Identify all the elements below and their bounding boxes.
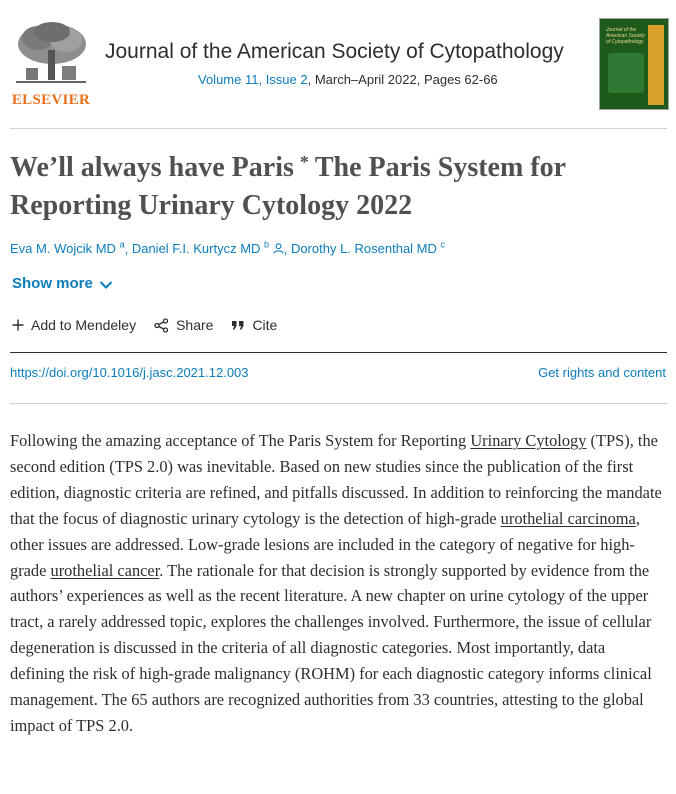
term-link-urothelial-cancer[interactable]: urothelial cancer <box>50 560 160 580</box>
term-link-urinary-cytology[interactable]: Urinary Cytology <box>470 431 587 450</box>
cover-stripe <box>648 25 664 105</box>
person-icon <box>273 243 284 254</box>
title-part-2: The Paris System for Reporting Urinary Cytology 2022 <box>10 152 566 221</box>
journal-title[interactable]: Journal of the American Society of Cytopathology <box>105 40 564 63</box>
get-rights-link[interactable]: Get rights and content <box>538 365 666 380</box>
author-1[interactable]: Eva M. Wojcik MD $^a$ <box>10 240 125 257</box>
abstract-text: Following the amazing acceptance of The Paris System for Reporting Urinary Cytology (TPS), the second edition (TPS 2.0) was inevitable. Based on new studies since the publication of the first edition, diagnostic criteria are refined, and pitfalls discussed. In addition to reinforcing the mandate that the focus of diagnostic urinary cytology is the detection of high-grade urothelial carcinoma, other issues are addressed. Low-grade lesions are included in the category of negative for high-grade urothelial cancer. The rationale for that decision is strongly supported by evidence from the authors’ experiences as well as the recent literature. A new chapter on urine cytology of the upper tract, a rarely addressed topic, explores the challenges involved. Furthermore, the issue of cellular degeneration is discussed in the criteria of all diagnostic categories. Most importantly, data defining the risk of high-grade malignancy (ROHM) for each diagnostic category informs clinical management. The 65 authors are recognized authorities from 33 countries, attesting to the global impact of TPS 2.0. <box>10 431 662 735</box>
journal-header <box>10 14 668 114</box>
show-more-label: Show more <box>12 275 93 292</box>
title-footnote-star[interactable]: * <box>299 152 309 172</box>
author-3[interactable]: Dorothy L. Rosenthal MD $^c$ <box>290 240 446 257</box>
term-link-urothelial-carcinoma[interactable]: urothelial carcinoma <box>500 508 636 528</box>
share-button[interactable]: Share <box>154 317 213 333</box>
journal-cover[interactable] <box>599 18 669 110</box>
plus-icon <box>12 319 24 331</box>
show-more-button[interactable] <box>12 275 113 292</box>
abstract-divider <box>10 403 667 404</box>
doi-link[interactable]: https://doi.org/10.1016/j.jasc.2021.12.003 <box>10 365 249 380</box>
actions-divider <box>10 352 667 353</box>
article-title <box>10 143 650 225</box>
elsevier-logo[interactable] <box>10 18 92 108</box>
volume-issue-link[interactable]: Volume 11, Issue 2 <box>198 72 308 87</box>
publisher-name: ELSEVIER <box>11 92 91 108</box>
share-icon <box>154 318 169 333</box>
cover-artwork <box>608 53 644 93</box>
author-list: Eva M. Wojcik MD $^a$, Daniel F.I. Kurtycz MD $^b$ , Dorothy L. Rosenthal MD $^c$ <box>10 240 446 257</box>
quote-icon <box>231 319 245 331</box>
header-divider <box>10 128 667 129</box>
article-actions <box>12 314 295 336</box>
add-to-mendeley-button[interactable]: Add to Mendeley <box>12 317 136 333</box>
author-2[interactable]: Daniel F.I. Kurtycz MD $^b$ <box>132 241 284 256</box>
dates-pages: , March–April 2022, Pages 62-66 <box>307 72 498 87</box>
chevron-down-icon <box>99 280 113 290</box>
cite-button[interactable]: Cite <box>231 317 277 333</box>
title-part-1: We’ll always have Paris <box>10 152 294 183</box>
elsevier-tree-icon <box>12 20 90 86</box>
cover-title: Journal of the American Society of Cytopathology <box>606 27 645 45</box>
journal-issue-info <box>198 72 498 87</box>
